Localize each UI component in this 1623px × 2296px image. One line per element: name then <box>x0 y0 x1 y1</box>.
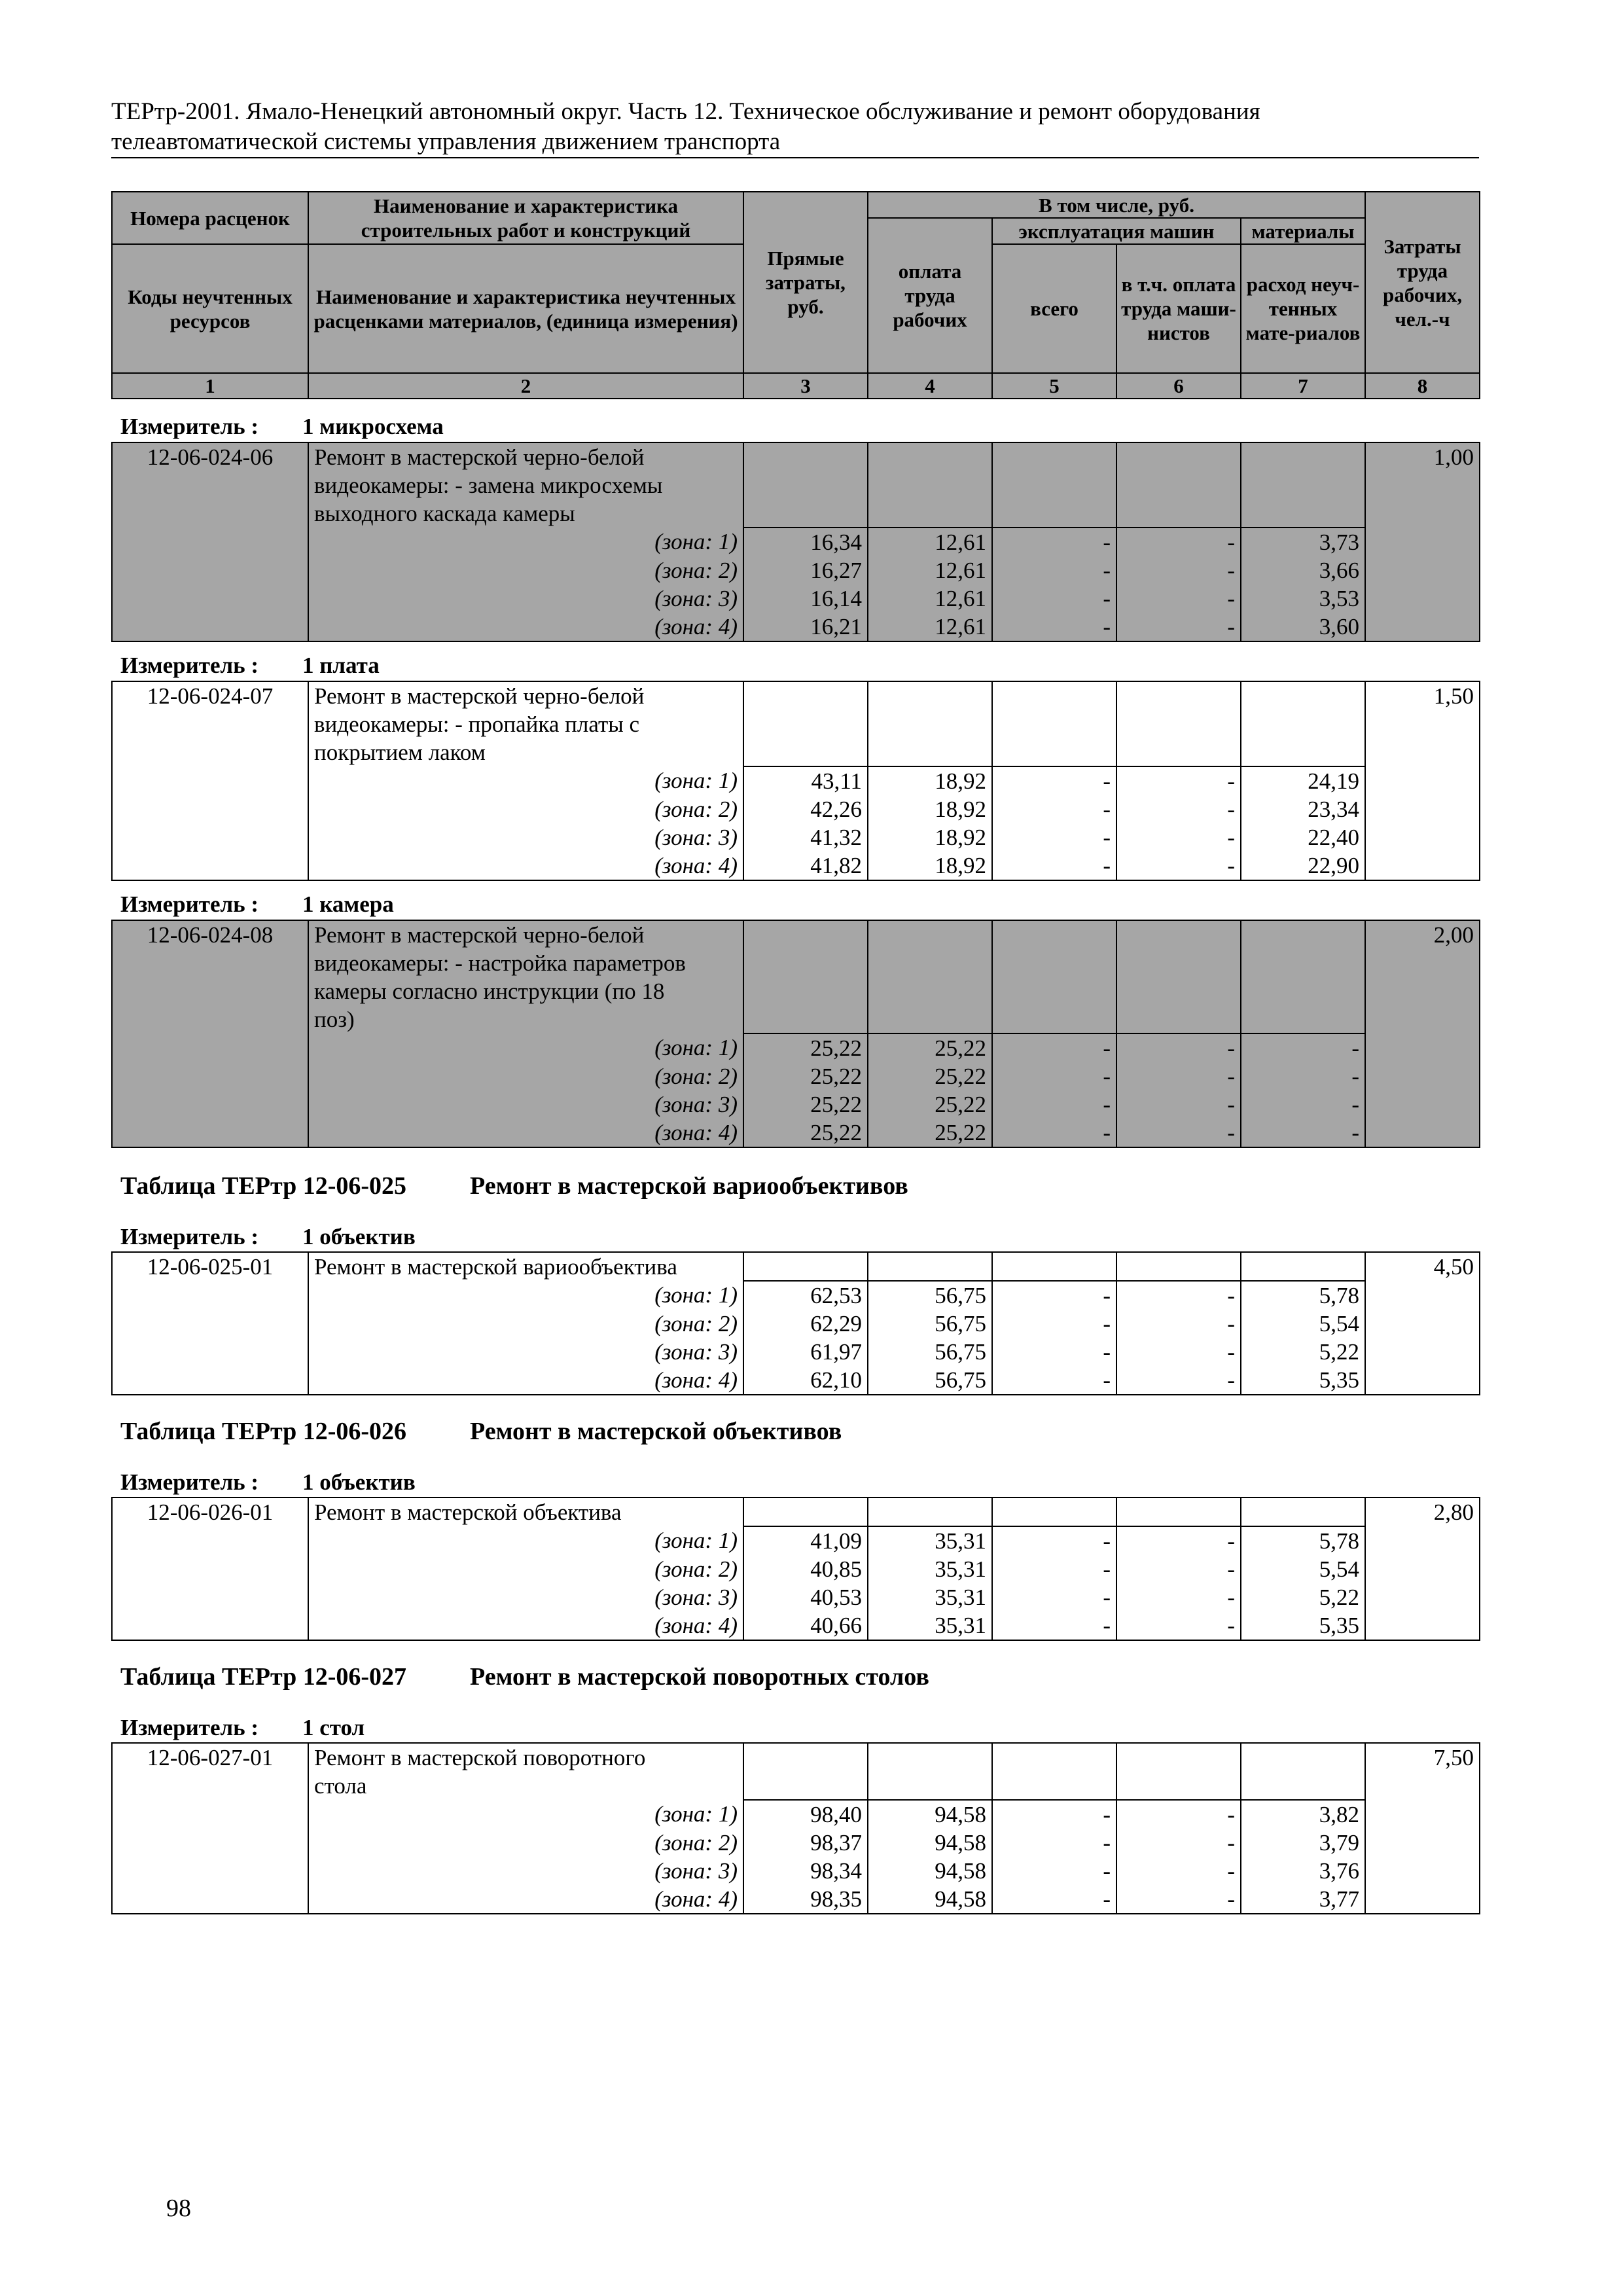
worker-pay: 18,92 <box>868 795 992 823</box>
direct-cost: 16,21 <box>743 613 868 641</box>
worker-pay: 25,22 <box>868 1090 992 1119</box>
rate-name-line: Ремонт в мастерской черно-белой <box>308 920 743 949</box>
direct-cost: 16,34 <box>743 528 868 556</box>
materials-cost: 5,35 <box>1241 1611 1365 1640</box>
materials-cost: 3,77 <box>1241 1885 1365 1914</box>
zone-label: (зона: 4) <box>308 852 743 880</box>
empty-cell <box>992 1252 1116 1281</box>
zone-label: (зона: 2) <box>308 1062 743 1090</box>
direct-cost: 40,53 <box>743 1583 868 1611</box>
zone-row <box>112 1526 1480 1555</box>
col5-header: всего <box>992 244 1116 373</box>
labor-cost: 7,50 <box>1365 1743 1480 1914</box>
measure-label: Измеритель : <box>120 653 259 678</box>
empty-cell <box>1241 920 1365 1033</box>
materials-cost: - <box>1241 1090 1365 1119</box>
zone-row <box>112 1119 1480 1147</box>
rate-code: 12-06-025-01 <box>112 1252 308 1395</box>
rate-name-line: стола <box>308 1772 743 1800</box>
empty-cell <box>868 1498 992 1526</box>
empty-cell <box>743 442 868 528</box>
direct-cost: 98,34 <box>743 1857 868 1885</box>
table-title-number: Таблица ТЕРтр 12-06-027 <box>120 1663 407 1691</box>
empty-cell <box>1116 920 1241 1033</box>
zone-row <box>112 823 1480 852</box>
zone-row <box>112 1366 1480 1395</box>
worker-pay: 12,61 <box>868 613 992 641</box>
rate-name-line: поз) <box>308 1005 743 1033</box>
table-title-number: Таблица ТЕРтр 12-06-026 <box>120 1418 407 1445</box>
zone-label: (зона: 2) <box>308 1829 743 1857</box>
empty-cell <box>868 920 992 1033</box>
machine-cost: - <box>992 1366 1116 1395</box>
measure-line <box>120 651 380 679</box>
materials-cost: - <box>1241 1119 1365 1147</box>
worker-pay: 35,31 <box>868 1583 992 1611</box>
col-number-3: 3 <box>743 373 868 399</box>
zone-label: (зона: 1) <box>308 528 743 556</box>
measure-label: Измеритель : <box>120 1715 259 1740</box>
empty-cell <box>868 442 992 528</box>
direct-cost: 41,09 <box>743 1526 868 1555</box>
machinist-pay: - <box>1116 1555 1241 1583</box>
header-line-2: телеавтоматической системы управления движением транспорта <box>111 128 781 155</box>
worker-pay: 12,61 <box>868 556 992 584</box>
rate-name-row <box>112 1743 1480 1772</box>
col1-bottom-header: Коды неучтенных ресурсов <box>112 244 308 373</box>
table-title <box>120 1172 908 1200</box>
rate-name-line: Ремонт в мастерской черно-белой <box>308 442 743 471</box>
machine-cost: - <box>992 613 1116 641</box>
worker-pay: 94,58 <box>868 1885 992 1914</box>
machine-cost: - <box>992 1281 1116 1310</box>
direct-cost: 43,11 <box>743 766 868 795</box>
empty-cell <box>1241 1743 1365 1800</box>
zone-row <box>112 1281 1480 1310</box>
materials-cost: - <box>1241 1033 1365 1062</box>
labor-cost: 1,50 <box>1365 681 1480 880</box>
rate-table <box>111 681 1480 881</box>
zone-row <box>112 1611 1480 1640</box>
materials-cost: 5,35 <box>1241 1366 1365 1395</box>
rate-code: 12-06-026-01 <box>112 1498 308 1640</box>
rate-name-row <box>112 920 1480 949</box>
machine-cost: - <box>992 1611 1116 1640</box>
machinist-pay: - <box>1116 823 1241 852</box>
machinist-pay: - <box>1116 1281 1241 1310</box>
worker-pay: 56,75 <box>868 1338 992 1366</box>
direct-cost: 41,32 <box>743 823 868 852</box>
zone-row <box>112 1338 1480 1366</box>
zone-row <box>112 766 1480 795</box>
empty-cell <box>992 1743 1116 1800</box>
zone-row <box>112 1800 1480 1829</box>
materials-cost: 24,19 <box>1241 766 1365 795</box>
rate-name-row <box>112 1498 1480 1526</box>
empty-cell <box>992 681 1116 766</box>
materials-cost: 3,53 <box>1241 584 1365 613</box>
col6-header: в т.ч. оплата труда маши-нистов <box>1116 244 1241 373</box>
rate-name-line: покрытием лаком <box>308 738 743 766</box>
rate-table <box>111 920 1480 1148</box>
machine-cost: - <box>992 1829 1116 1857</box>
zone-label: (зона: 4) <box>308 1885 743 1914</box>
empty-cell <box>868 1252 992 1281</box>
machinist-pay: - <box>1116 852 1241 880</box>
machinist-pay: - <box>1116 1583 1241 1611</box>
machinist-pay: - <box>1116 1885 1241 1914</box>
materials-cost: 3,66 <box>1241 556 1365 584</box>
materials-cost: 5,78 <box>1241 1281 1365 1310</box>
direct-cost: 25,22 <box>743 1119 868 1147</box>
worker-pay: 56,75 <box>868 1366 992 1395</box>
direct-cost: 62,53 <box>743 1281 868 1310</box>
zone-label: (зона: 3) <box>308 823 743 852</box>
worker-pay: 18,92 <box>868 823 992 852</box>
direct-cost: 98,40 <box>743 1800 868 1829</box>
materials-cost: - <box>1241 1062 1365 1090</box>
empty-cell <box>743 1252 868 1281</box>
zone-label: (зона: 1) <box>308 1800 743 1829</box>
empty-cell <box>868 681 992 766</box>
zone-label: (зона: 4) <box>308 613 743 641</box>
measure-line <box>120 1468 416 1496</box>
worker-pay: 12,61 <box>868 584 992 613</box>
zone-label: (зона: 2) <box>308 795 743 823</box>
rate-name-line: Ремонт в мастерской объектива <box>308 1498 743 1526</box>
rate-name-row <box>112 442 1480 471</box>
rate-code: 12-06-024-08 <box>112 920 308 1147</box>
materials-header: материалы <box>1241 218 1365 244</box>
zone-label: (зона: 2) <box>308 1555 743 1583</box>
worker-pay: 94,58 <box>868 1800 992 1829</box>
table-title-name: Ремонт в мастерской поворотных столов <box>470 1663 929 1691</box>
zone-row <box>112 528 1480 556</box>
direct-cost: 25,22 <box>743 1062 868 1090</box>
worker-pay: 35,31 <box>868 1555 992 1583</box>
zone-label: (зона: 3) <box>308 1338 743 1366</box>
col7-header: расход неуч-тенных мате-риалов <box>1241 244 1365 373</box>
rate-name-line: Ремонт в мастерской поворотного <box>308 1743 743 1772</box>
direct-cost: 42,26 <box>743 795 868 823</box>
table-title <box>120 1417 842 1446</box>
rate-name-line: Ремонт в мастерской вариообъектива <box>308 1252 743 1281</box>
machinist-pay: - <box>1116 528 1241 556</box>
zone-label: (зона: 1) <box>308 1281 743 1310</box>
col-number-4: 4 <box>868 373 992 399</box>
machinist-pay: - <box>1116 1611 1241 1640</box>
measure-unit: 1 микросхема <box>302 414 444 439</box>
rate-name-row <box>112 1252 1480 1281</box>
machines-header: эксплуатация машин <box>992 218 1241 244</box>
rate-name-line: камеры согласно инструкции (по 18 <box>308 977 743 1005</box>
direct-cost: 62,29 <box>743 1310 868 1338</box>
direct-cost: 62,10 <box>743 1366 868 1395</box>
zone-row <box>112 1857 1480 1885</box>
measure-unit: 1 объектив <box>302 1224 416 1249</box>
zone-row <box>112 1583 1480 1611</box>
empty-cell <box>1241 1252 1365 1281</box>
worker-pay: 18,92 <box>868 852 992 880</box>
machine-cost: - <box>992 1885 1116 1914</box>
materials-cost: 5,54 <box>1241 1310 1365 1338</box>
rate-name-line: выходного каскада камеры <box>308 499 743 528</box>
worker-pay: 35,31 <box>868 1526 992 1555</box>
measure-line <box>120 1713 365 1742</box>
machinist-pay: - <box>1116 584 1241 613</box>
machinist-pay: - <box>1116 613 1241 641</box>
worker-pay: 56,75 <box>868 1281 992 1310</box>
machine-cost: - <box>992 1062 1116 1090</box>
rate-code: 12-06-024-07 <box>112 681 308 880</box>
col1-top-header: Номера расценок <box>112 192 308 244</box>
empty-cell <box>743 681 868 766</box>
materials-cost: 3,60 <box>1241 613 1365 641</box>
machinist-pay: - <box>1116 1366 1241 1395</box>
table-title-name: Ремонт в мастерской объективов <box>470 1418 842 1445</box>
zone-row <box>112 1555 1480 1583</box>
machinist-pay: - <box>1116 1829 1241 1857</box>
machine-cost: - <box>992 766 1116 795</box>
empty-cell <box>992 1498 1116 1526</box>
machinist-pay: - <box>1116 795 1241 823</box>
measure-unit: 1 стол <box>302 1715 365 1740</box>
rate-table <box>111 1742 1480 1914</box>
zone-row <box>112 613 1480 641</box>
measure-label: Измеритель : <box>120 1224 259 1249</box>
machinist-pay: - <box>1116 1033 1241 1062</box>
machine-cost: - <box>992 584 1116 613</box>
including-header: В том числе, руб. <box>868 192 1365 218</box>
machine-cost: - <box>992 1033 1116 1062</box>
machinist-pay: - <box>1116 1800 1241 1829</box>
direct-cost: 40,66 <box>743 1611 868 1640</box>
empty-cell <box>1116 681 1241 766</box>
direct-cost: 61,97 <box>743 1338 868 1366</box>
empty-cell <box>743 1743 868 1800</box>
machinist-pay: - <box>1116 766 1241 795</box>
machine-cost: - <box>992 823 1116 852</box>
measure-line <box>120 1223 416 1251</box>
labor-cost: 1,00 <box>1365 442 1480 641</box>
zone-row <box>112 1033 1480 1062</box>
materials-cost: 3,82 <box>1241 1800 1365 1829</box>
worker-pay: 56,75 <box>868 1310 992 1338</box>
machinist-pay: - <box>1116 1119 1241 1147</box>
page-number: 98 <box>166 2195 191 2222</box>
machinist-pay: - <box>1116 1526 1241 1555</box>
rate-name-line: Ремонт в мастерской черно-белой <box>308 681 743 710</box>
direct-cost: 40,85 <box>743 1555 868 1583</box>
measure-label: Измеритель : <box>120 891 259 917</box>
materials-cost: 3,73 <box>1241 528 1365 556</box>
header-line-1: ТЕРтр-2001. Ямало-Ненецкий автономный округ. Часть 12. Техническое обслуживание и ремонт оборудования <box>111 98 1260 125</box>
empty-cell <box>992 920 1116 1033</box>
machine-cost: - <box>992 852 1116 880</box>
empty-cell <box>743 1498 868 1526</box>
zone-label: (зона: 4) <box>308 1366 743 1395</box>
zone-label: (зона: 3) <box>308 1857 743 1885</box>
worker-pay: 18,92 <box>868 766 992 795</box>
zone-label: (зона: 3) <box>308 584 743 613</box>
worker-pay: 94,58 <box>868 1857 992 1885</box>
machine-cost: - <box>992 795 1116 823</box>
zone-row <box>112 584 1480 613</box>
table-title-number: Таблица ТЕРтр 12-06-025 <box>120 1172 407 1200</box>
machine-cost: - <box>992 1555 1116 1583</box>
zone-label: (зона: 1) <box>308 1033 743 1062</box>
direct-cost: 25,22 <box>743 1090 868 1119</box>
materials-cost: 5,78 <box>1241 1526 1365 1555</box>
machine-cost: - <box>992 1583 1116 1611</box>
measure-unit: 1 камера <box>302 891 394 917</box>
materials-cost: 22,40 <box>1241 823 1365 852</box>
labor-cost: 4,50 <box>1365 1252 1480 1395</box>
zone-row <box>112 1062 1480 1090</box>
col-number-7: 7 <box>1241 373 1365 399</box>
zone-label: (зона: 2) <box>308 556 743 584</box>
labor-cost: 2,80 <box>1365 1498 1480 1640</box>
materials-cost: 23,34 <box>1241 795 1365 823</box>
empty-cell <box>1116 442 1241 528</box>
zone-row <box>112 1310 1480 1338</box>
direct-cost: 16,14 <box>743 584 868 613</box>
machinist-pay: - <box>1116 1310 1241 1338</box>
machinist-pay: - <box>1116 1090 1241 1119</box>
empty-cell <box>1241 442 1365 528</box>
machine-cost: - <box>992 1857 1116 1885</box>
zone-label: (зона: 4) <box>308 1119 743 1147</box>
materials-cost: 5,54 <box>1241 1555 1365 1583</box>
machine-cost: - <box>992 1090 1116 1119</box>
col-number-5: 5 <box>992 373 1116 399</box>
measure-line <box>120 890 394 918</box>
direct-cost: 41,82 <box>743 852 868 880</box>
rate-code: 12-06-027-01 <box>112 1743 308 1914</box>
direct-cost: 98,35 <box>743 1885 868 1914</box>
zone-label: (зона: 4) <box>308 1611 743 1640</box>
worker-pay: 35,31 <box>868 1611 992 1640</box>
rate-name-line: видеокамеры: - настройка параметров <box>308 949 743 977</box>
zone-label: (зона: 3) <box>308 1583 743 1611</box>
empty-cell <box>743 920 868 1033</box>
machine-cost: - <box>992 1800 1116 1829</box>
col8-header: Затраты труда рабочих, чел.-ч <box>1365 192 1480 373</box>
machine-cost: - <box>992 528 1116 556</box>
machinist-pay: - <box>1116 1062 1241 1090</box>
empty-cell <box>1116 1743 1241 1800</box>
machine-cost: - <box>992 1338 1116 1366</box>
empty-cell <box>1116 1252 1241 1281</box>
materials-cost: 22,90 <box>1241 852 1365 880</box>
zone-row <box>112 1885 1480 1914</box>
zone-label: (зона: 2) <box>308 1310 743 1338</box>
worker-pay: 94,58 <box>868 1829 992 1857</box>
materials-cost: 5,22 <box>1241 1583 1365 1611</box>
zone-label: (зона: 1) <box>308 1526 743 1555</box>
materials-cost: 3,76 <box>1241 1857 1365 1885</box>
machine-cost: - <box>992 1526 1116 1555</box>
empty-cell <box>1241 1498 1365 1526</box>
machinist-pay: - <box>1116 556 1241 584</box>
zone-row <box>112 852 1480 880</box>
rate-code: 12-06-024-06 <box>112 442 308 641</box>
labor-cost: 2,00 <box>1365 920 1480 1147</box>
empty-cell <box>1241 681 1365 766</box>
table-title-name: Ремонт в мастерской вариообъективов <box>470 1172 908 1200</box>
rate-name-line: видеокамеры: - пропайка платы с <box>308 710 743 738</box>
measure-unit: 1 объектив <box>302 1469 416 1495</box>
measure-unit: 1 плата <box>302 653 380 678</box>
col-number-1: 1 <box>112 373 308 399</box>
empty-cell <box>1116 1498 1241 1526</box>
col2-bottom-header: Наименование и характеристика неучтенных расценками материалов, (единица измерения) <box>308 244 743 373</box>
empty-cell <box>992 442 1116 528</box>
materials-cost: 3,79 <box>1241 1829 1365 1857</box>
empty-cell <box>868 1743 992 1800</box>
rate-name-row <box>112 681 1480 710</box>
worker-pay: 25,22 <box>868 1033 992 1062</box>
zone-label: (зона: 3) <box>308 1090 743 1119</box>
direct-cost: 98,37 <box>743 1829 868 1857</box>
direct-cost: 25,22 <box>743 1033 868 1062</box>
measure-label: Измеритель : <box>120 414 259 439</box>
col4-header: оплата труда рабочих <box>868 218 992 373</box>
machinist-pay: - <box>1116 1338 1241 1366</box>
page-header <box>111 97 1479 158</box>
worker-pay: 25,22 <box>868 1119 992 1147</box>
col-number-6: 6 <box>1116 373 1241 399</box>
rate-table <box>111 1251 1480 1395</box>
machinist-pay: - <box>1116 1857 1241 1885</box>
machine-cost: - <box>992 1310 1116 1338</box>
zone-row <box>112 1090 1480 1119</box>
col-number-8: 8 <box>1365 373 1480 399</box>
zone-row <box>112 1829 1480 1857</box>
machine-cost: - <box>992 556 1116 584</box>
rate-table <box>111 1497 1480 1641</box>
materials-cost: 5,22 <box>1241 1338 1365 1366</box>
rate-name-line: видеокамеры: - замена микросхемы <box>308 471 743 499</box>
col3-header: Прямые затраты, руб. <box>743 192 868 373</box>
column-header-table <box>111 191 1480 399</box>
rate-table <box>111 442 1480 642</box>
worker-pay: 12,61 <box>868 528 992 556</box>
zone-row <box>112 795 1480 823</box>
measure-line <box>120 412 444 440</box>
zone-row <box>112 556 1480 584</box>
table-title <box>120 1662 929 1691</box>
col-number-2: 2 <box>308 373 743 399</box>
machine-cost: - <box>992 1119 1116 1147</box>
measure-label: Измеритель : <box>120 1469 259 1495</box>
direct-cost: 16,27 <box>743 556 868 584</box>
zone-label: (зона: 1) <box>308 766 743 795</box>
worker-pay: 25,22 <box>868 1062 992 1090</box>
col2-top-header: Наименование и характеристика строительных работ и конструкций <box>308 192 743 244</box>
